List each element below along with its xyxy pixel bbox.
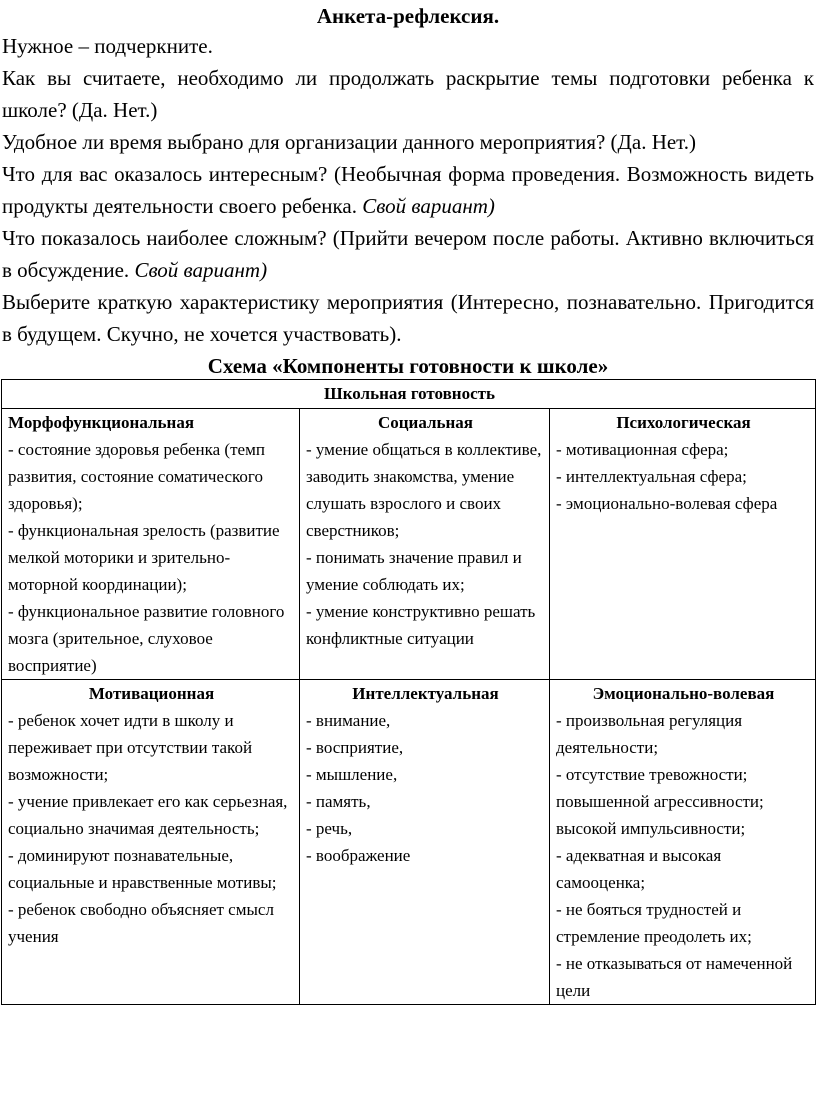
list-item: - понимать значение правил и умение соблюдать их; bbox=[306, 548, 522, 594]
list-item: - память, bbox=[306, 792, 371, 811]
list-item: - мышление, bbox=[306, 765, 398, 784]
cell-title: Мотивационная bbox=[88, 684, 215, 703]
table-row bbox=[2, 680, 816, 1005]
question-1 bbox=[2, 62, 814, 126]
question-4-own-variant: Свой вариант) bbox=[134, 258, 268, 282]
list-item: - мотивационная сфера; bbox=[556, 440, 729, 459]
question-5-text: Выберите краткую характеристику мероприятия (Интересно, познавательно. Пригодится в будущем. Скучно, не хочется участвовать). bbox=[2, 290, 814, 346]
question-2 bbox=[2, 126, 814, 158]
cell-title: Психологическая bbox=[616, 413, 751, 432]
question-4 bbox=[2, 222, 814, 286]
scheme-title: Схема «Компоненты готовности к школе» bbox=[207, 354, 609, 378]
list-item: - адекватная и высокая самооценка; bbox=[556, 846, 722, 892]
list-item: - отсутствие тревожности; повышенной агрессивности; высокой импульсивности; bbox=[556, 765, 764, 838]
list-item: - умение конструктивно решать конфликтные ситуации bbox=[306, 602, 536, 648]
cell-title: Эмоционально-волевая bbox=[592, 684, 775, 703]
list-item: - речь, bbox=[306, 819, 353, 838]
readiness-components-table bbox=[1, 379, 816, 1005]
list-item: - состояние здоровья ребенка (темп развития, состояние соматического здоровья); bbox=[8, 440, 265, 513]
list-item: - интеллектуальная сфера; bbox=[556, 467, 747, 486]
list-item: - не бояться трудностей и стремление преодолеть их; bbox=[556, 900, 752, 946]
table-header-cell: Школьная готовность bbox=[2, 380, 816, 409]
list-item: - ребенок свободно объясняет смысл учения bbox=[8, 900, 274, 946]
list-item: - функциональное развитие головного мозга (зрительное, слуховое восприятие) bbox=[8, 602, 285, 675]
question-4-text: Что показалось наиболее сложным? (Прийти вечером после работы. Активно включиться в обсуждение. bbox=[2, 226, 814, 282]
document-title: Анкета-рефлексия. bbox=[316, 4, 500, 28]
question-1-text: Как вы считаете, необходимо ли продолжать раскрытие темы подготовки ребенка к школе? (Да. Нет.) bbox=[2, 66, 814, 122]
table-cell-psychological bbox=[550, 409, 816, 680]
table-cell-intellectual bbox=[300, 680, 550, 1005]
table-cell-morphofunctional bbox=[2, 409, 300, 680]
list-item: - функциональная зрелость (развитие мелкой моторики и зрительно-моторной координации); bbox=[8, 521, 280, 594]
cell-title: Морфофункциональная bbox=[8, 413, 195, 432]
question-3-text: Что для вас оказалось интересным? (Необычная форма проведения. Возможность видеть продукты деятельности своего ребенка. bbox=[2, 162, 814, 218]
table-cell-emotional-volitional bbox=[550, 680, 816, 1005]
table-cell-motivational bbox=[2, 680, 300, 1005]
list-item: - восприятие, bbox=[306, 738, 404, 757]
list-item: - учение привлекает его как серьезная, социально значимая деятельность; bbox=[8, 792, 288, 838]
table-cell-social bbox=[300, 409, 550, 680]
list-item: - эмоционально-волевая сфера bbox=[556, 494, 778, 513]
list-item: - произвольная регуляция деятельности; bbox=[556, 711, 743, 757]
list-item: - внимание, bbox=[306, 711, 391, 730]
question-3-own-variant: Свой вариант) bbox=[362, 194, 495, 218]
list-item: - умение общаться в коллективе, заводить знакомства, умение слушать взрослого и своих сверстников; bbox=[306, 440, 542, 540]
question-3 bbox=[2, 158, 814, 222]
cell-title: Интеллектуальная bbox=[352, 684, 499, 703]
table-header-row bbox=[2, 380, 816, 409]
question-2-text: Удобное ли время выбрано для организации данного мероприятия? (Да. Нет.) bbox=[2, 130, 697, 154]
table-row bbox=[2, 409, 816, 680]
list-item: - доминируют познавательные, социальные и нравственные мотивы; bbox=[8, 846, 277, 892]
question-5 bbox=[2, 286, 814, 350]
list-item: - воображение bbox=[306, 846, 411, 865]
instruction-text: Нужное – подчеркните. bbox=[2, 34, 213, 58]
cell-title: Социальная bbox=[377, 413, 474, 432]
list-item: - не отказываться от намеченной цели bbox=[556, 954, 793, 1000]
list-item: - ребенок хочет идти в школу и переживает при отсутствии такой возможности; bbox=[8, 711, 253, 784]
